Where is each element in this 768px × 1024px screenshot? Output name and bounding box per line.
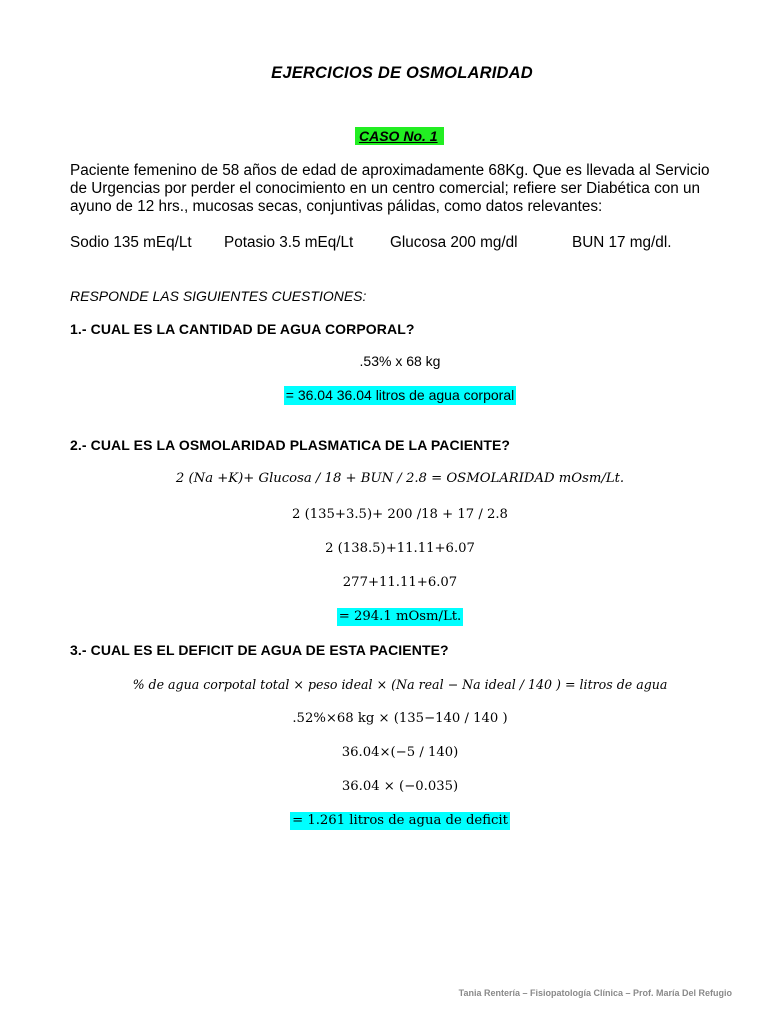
q1-answer-wrap bbox=[70, 387, 730, 403]
q3-answer-wrap bbox=[70, 813, 730, 828]
q3-step-3: 36.04 × (−0.035) bbox=[341, 779, 459, 794]
case-description: Paciente femenino de 58 años de edad de aproximadamente 68Kg. Que es llevada al Servicio de Urgencias por perder el conocimiento en un centro comercial; refiere ser Diabética con un ayuno de 12 hrs., mucosas secas, conjuntivas pálidas, como datos relevantes: bbox=[70, 162, 710, 215]
lab-glucosa: Glucosa 200 mg/dl bbox=[390, 234, 518, 251]
lab-bun: BUN 17 mg/dl. bbox=[572, 234, 672, 251]
q2-answer: = 294.1 mOsm/Lt. bbox=[338, 609, 462, 624]
lab-potasio: Potasio 3.5 mEq/Lt bbox=[224, 234, 354, 251]
lab-sodio: Sodio 135 mEq/Lt bbox=[70, 234, 192, 251]
q2-formula-text: 2 (Na +K)+ Glucosa / 18 + BUN / 2.8 = OSMOLARIDAD mOsm/Lt. bbox=[175, 471, 625, 486]
question-2: 2.- CUAL ES LA OSMOLARIDAD PLASMATICA DE LA PACIENTE? bbox=[70, 437, 511, 453]
q3-step-2: 36.04×(−5 / 140) bbox=[341, 745, 459, 760]
q2-answer-wrap bbox=[70, 609, 730, 624]
q1-calculation: .53% x 68 kg bbox=[359, 353, 441, 369]
q1-answer: = 36.04 36.04 litros de agua corporal bbox=[285, 387, 515, 403]
q2-step-2: 2 (138.5)+11.11+6.07 bbox=[325, 541, 475, 556]
question-3: 3.- CUAL ES EL DEFICIT DE AGUA DE ESTA PACIENTE? bbox=[70, 642, 449, 658]
q3-formula-text: % de agua corpotal total × peso ideal × (Na real − Na ideal / 140 ) = litros de agua bbox=[132, 677, 668, 692]
q3-step-1: .52%×68 kg × (135−140 / 140 ) bbox=[292, 711, 508, 726]
instructions: RESPONDE LAS SIGUIENTES CUESTIONES: bbox=[70, 288, 367, 304]
page-footer: Tania Rentería – Fisiopatología Clínica – Prof. María Del Refugio bbox=[458, 988, 732, 998]
q2-formula bbox=[70, 471, 730, 486]
q2-step-3: 277+11.11+6.07 bbox=[342, 575, 458, 590]
document-title: EJERCICIOS DE OSMOLARIDAD bbox=[271, 64, 533, 82]
q3-formula bbox=[70, 677, 730, 692]
q2-step-1: 2 (135+3.5)+ 200 /18 + 17 / 2.8 bbox=[292, 507, 508, 522]
question-1: 1.- CUAL ES LA CANTIDAD DE AGUA CORPORAL? bbox=[70, 321, 415, 337]
q3-answer: = 1.261 litros de agua de deficit bbox=[292, 813, 508, 828]
case-label: CASO No. 1 bbox=[355, 127, 444, 145]
